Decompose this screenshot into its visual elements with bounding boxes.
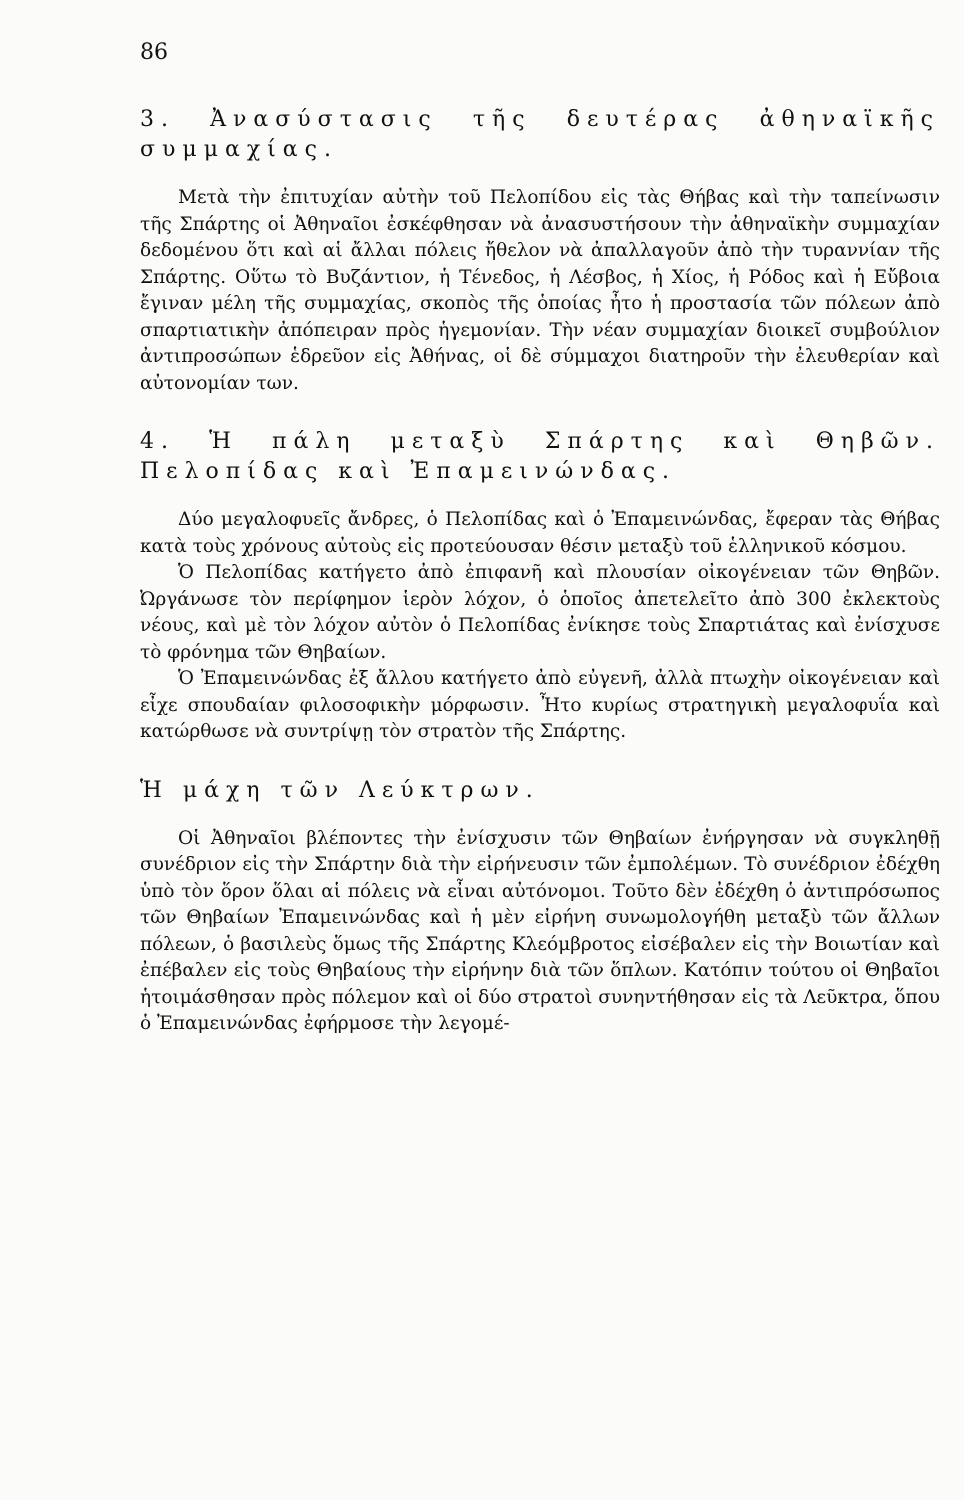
paragraph: Ὁ Πελοπίδας κατήγετο ἀπὸ ἐπιφανῆ καὶ πλουσίαν οἰκογένειαν τῶν Θηβῶν. Ὠργάνωσε τὸν περίφημον ἱερὸν λόχον, ὁ ὁποῖος ἀπετελεῖτο ἀπὸ 300 ἐκλεκτοὺς νέους, καὶ μὲ τὸν λόχον αὐτὸν ὁ Πελοπίδας ἐνίκησε τοὺς Σπαρτιάτας καὶ ἐνίσχυσε τὸ φρόνημα τῶν Θηβαίων. [140,562,940,663]
section-heading: 3. Ἀνασύστασις τῆς δευτέρας ἀθηναϊκῆς συμμαχίας. [140,107,940,162]
book-page [140,40,940,1038]
section-heading: Ἡ μάχη τῶν Λεύκτρων. [140,777,540,803]
paragraph: Οἱ Ἀθηναῖοι βλέποντες τὴν ἐνίσχυσιν τῶν Θηβαίων ἐνήργησαν νὰ συγκληθῇ συνέδριον εἰς τὴν Σπάρτην διὰ τὴν εἰρήνευσιν τῶν ἐμπολέμων. Τὸ συνέδριον ἐδέχθη ὑπὸ τὸν ὅρον ὅλαι αἱ πόλεις νὰ εἶναι αὐτόνομοι. Τοῦτο δὲν ἐδέχθη ὁ ἀντιπρόσωπος τῶν Θηβαίων Ἐπαμεινώνδας καὶ ἡ μὲν εἰρήνη συνωμολογήθη μεταξὺ τῶν ἄλλων πόλεων, ὁ βασιλεὺς ὅμως τῆς Σπάρτης Κλεόμβροτος εἰσέβαλεν εἰς τὴν Βοιωτίαν καὶ ἐπέβαλεν εἰς τοὺς Θηβαίους τὴν εἰρήνην διὰ τῶν ὅπλων. Κατόπιν τούτου οἱ Θηβαῖοι ἡτοιμάσθησαν πρὸς πόλεμον καὶ οἱ δύο στρατοὶ συνηντήθησαν εἰς τὰ Λεῦκτρα, ὅπου ὁ Ἐπαμεινώνδας ἐφήρμοσε τὴν λεγομέ- [140,827,940,1034]
paragraph: Μετὰ τὴν ἐπιτυχίαν αὐτὴν τοῦ Πελοπίδου εἰς τὰς Θήβας καὶ τὴν ταπείνωσιν τῆς Σπάρτης οἱ Ἀθηναῖοι ἐσκέφθησαν νὰ ἀνασυστήσουν τὴν ἀθηναϊκὴν συμμαχίαν δεδομένου ὅτι καὶ αἱ ἄλλαι πόλεις ἤθελον νὰ ἀπαλλαγοῦν ἀπὸ τὴν τυραννίαν τῆς Σπάρτης. Οὕτω τὸ Βυζάντιον, ἡ Τένεδος, ἡ Λέσβος, ἡ Χίος, ἡ Ρόδος καὶ ἡ Εὔβοια ἔγιναν μέλη τῆς συμμαχίας, σκοπὸς τῆς ὁποίας ἦτο ἡ προστασία τῶν πόλεων ἀπὸ σπαρτιατικὴν ἀπόπειραν πρὸς ἡγεμονίαν. Τὴν νέαν συμμαχίαν διοικεῖ συμβούλιον ἀντιπροσώπων ἑδρεῦον εἰς Ἀθήνας, οἱ δὲ σύμμαχοι διατηροῦν τὴν ἐλευθερίαν καὶ αὐτονομίαν των. [140,187,940,394]
section-leuctra [140,776,940,1038]
paragraph: Ὁ Ἐπαμεινώνδας ἐξ ἄλλου κατήγετο ἀπὸ εὐγενῆ, ἀλλὰ πτωχὴν οἰκογένειαν καὶ εἶχε σπουδαίαν φιλοσοφικὴν μόρφωσιν. Ἦτο κυρίως στρατηγικὴ μεγαλοφυΐα καὶ κατώρθωσε νὰ συντρίψῃ τὸν στρατὸν τῆς Σπάρτης. [140,668,940,742]
section-sparta-thebes [140,427,940,746]
section-alliance [140,105,940,397]
paragraph: Δύο μεγαλοφυεῖς ἄνδρες, ὁ Πελοπίδας καὶ ὁ Ἐπαμεινώνδας, ἔφεραν τὰς Θήβας κατὰ τοὺς χρόνους αὐτοὺς εἰς προτεύουσαν θέσιν μεταξὺ τοῦ ἑλληνικοῦ κόσμου. [140,509,940,557]
section-heading: 4. Ἡ πάλη μεταξὺ Σπάρτης καὶ Θηβῶν. Πελοπίδας καὶ Ἐπαμεινώνδας. [140,429,940,484]
page-number: 86 [140,40,168,65]
